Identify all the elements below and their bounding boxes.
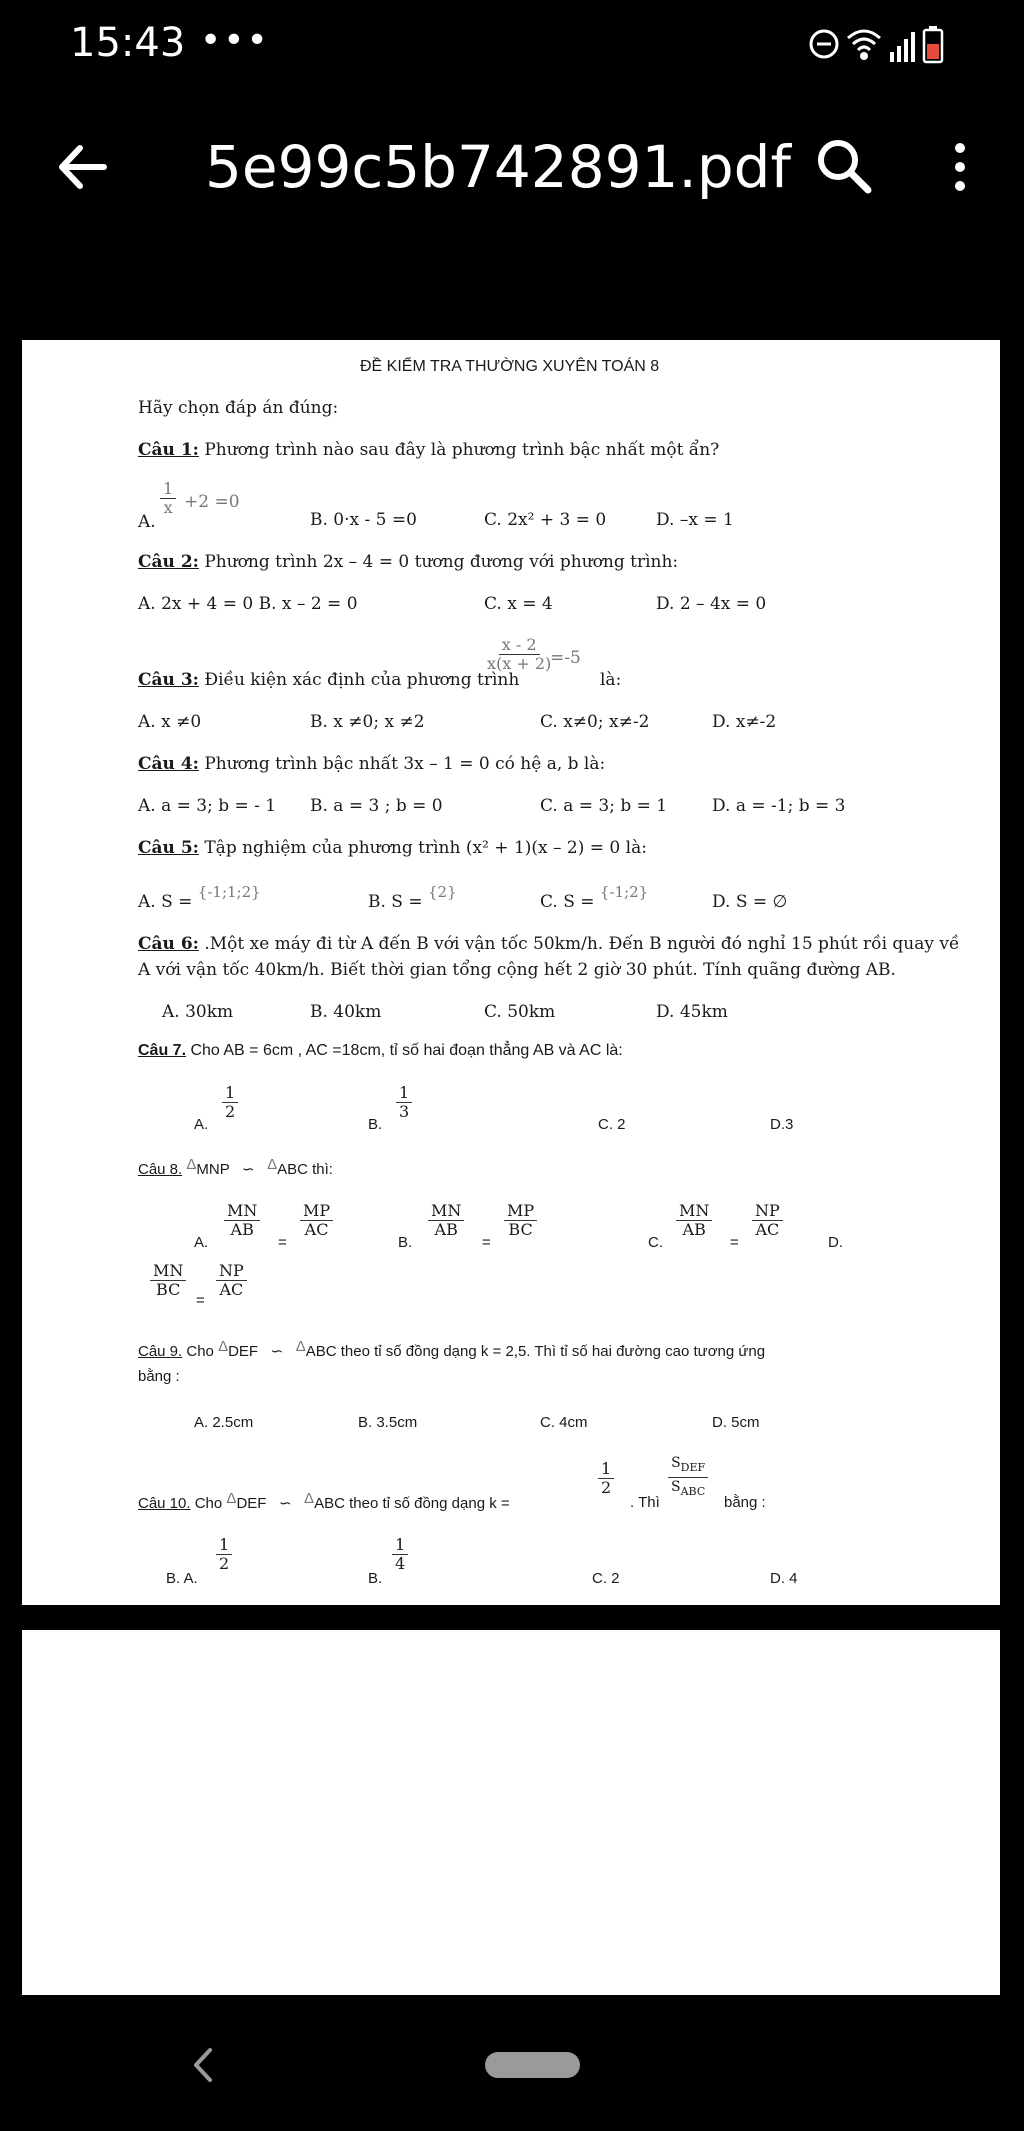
question-label: Câu 5: [138, 838, 199, 858]
question-6 [138, 934, 959, 954]
question-8: Câu 8. ΔMNP ∽ ΔABC thì: [138, 1156, 333, 1178]
q4-option-d[interactable]: D. a = -1; b = 3 [712, 796, 846, 816]
q3-equation-fraction: x - 2 x(x + 2) [487, 635, 552, 673]
q2-option-ab[interactable]: A. 2x + 4 = 0 B. x – 2 = 0 [138, 594, 358, 614]
question-label: Câu 10. [138, 1495, 191, 1512]
q10-option-b-label[interactable]: B. [368, 1570, 383, 1587]
q7-option-a-label[interactable]: A. [194, 1116, 209, 1133]
nav-back-icon[interactable] [188, 2040, 218, 2090]
q10-option-a-fraction: 1 2 [216, 1536, 232, 1573]
q8-option-c-label[interactable]: C. [648, 1234, 663, 1251]
q5-set-b: {2} [428, 883, 457, 901]
q1-option-d[interactable]: D. –x = 1 [656, 510, 734, 530]
navigation-bar [0, 2000, 1024, 2131]
battery-icon [924, 26, 942, 62]
equals-sign: = [730, 1234, 739, 1251]
q3-option-d[interactable]: D. x≠-2 [712, 712, 777, 732]
question-text: Tập nghiệm của phương trình (x² + 1)(x – 2) = 0 là: [198, 838, 647, 858]
q2-option-c[interactable]: C. x = 4 [484, 594, 553, 614]
q3-tail: là: [600, 670, 622, 690]
q8-c-left-fraction: MN AB [676, 1202, 712, 1239]
q4-option-c[interactable]: C. a = 3; b = 1 [540, 796, 668, 816]
question-1 [138, 440, 719, 460]
signal-icon [890, 32, 915, 62]
q8-option-b-label[interactable]: B. [398, 1234, 413, 1251]
equals-sign: = [196, 1292, 205, 1309]
q10-option-d[interactable]: D. 4 [770, 1570, 798, 1587]
triangle-icon: Δ [218, 1338, 229, 1355]
q8-c-right-fraction: NP AC [752, 1202, 783, 1239]
question-label: Câu 1: [138, 440, 199, 460]
status-icons [808, 22, 968, 66]
question-6-line-2: A với vận tốc 40km/h. Biết thời gian tổng cộng hết 2 giờ 30 phút. Tính quãng đường AB. [138, 960, 896, 980]
question-text: Phương trình nào sau đây là phương trình bậc nhất một ẩn? [198, 440, 720, 460]
q5-option-a[interactable]: A. S = {-1;1;2} [138, 883, 261, 912]
question-label: Câu 8. [138, 1161, 183, 1178]
notification-dots-icon: ••• [200, 20, 270, 61]
search-icon[interactable] [810, 132, 880, 202]
q5-option-c[interactable]: C. S = {-1;2} [540, 883, 649, 912]
q8-a-left-fraction: MN AB [224, 1202, 260, 1239]
q1-option-c[interactable]: C. 2x² + 3 = 0 [484, 510, 607, 530]
question-label: Câu 3: [138, 670, 199, 690]
q10-option-c[interactable]: C. 2 [592, 1570, 620, 1587]
q8-a-right-fraction: MP AC [300, 1202, 333, 1239]
q7-option-d[interactable]: D.3 [770, 1116, 794, 1133]
q6-option-d[interactable]: D. 45km [656, 1002, 728, 1022]
question-text: Điều kiện xác định của phương trình [198, 670, 520, 690]
q6-option-c[interactable]: C. 50km [484, 1002, 556, 1022]
q5-set-c: {-1;2} [599, 883, 649, 901]
do-not-disturb-icon [811, 31, 837, 57]
q5-option-b[interactable]: B. S = {2} [368, 883, 457, 912]
q1-option-b[interactable]: B. 0·x - 5 =0 [310, 510, 417, 530]
q3-option-b[interactable]: B. x ≠0; x ≠2 [310, 712, 425, 732]
q10-bang: bằng : [724, 1494, 766, 1511]
question-9: Câu 9. Cho ΔDEF ∽ ΔABC theo tỉ số đồng dạng k = 2,5. Thì tỉ số hai đường cao tương ứng [138, 1338, 766, 1360]
q1-option-a-label[interactable]: A. [138, 512, 156, 532]
pdf-page-1 [22, 340, 1000, 1605]
q10-area-ratio-fraction: $S_{DEF}$ $S_{ABC}$ [668, 1454, 708, 1501]
similar-icon: ∽ [241, 1161, 255, 1178]
question-text: Cho AB = 6cm , AC =18cm, tỉ số hai đoạn thẳng AB và AC là: [186, 1042, 623, 1059]
q7-option-c[interactable]: C. 2 [598, 1116, 626, 1133]
q2-option-d[interactable]: D. 2 – 4x = 0 [656, 594, 767, 614]
q5-option-d[interactable]: D. S = ∅ [712, 892, 788, 912]
q3-equation-rhs: =-5 [550, 648, 581, 668]
q3-option-c[interactable]: C. x≠0; x≠-2 [540, 712, 650, 732]
similar-icon: ∽ [278, 1495, 292, 1512]
q9-option-a[interactable]: A. 2.5cm [194, 1414, 254, 1431]
q7-option-b-fraction: 1 3 [396, 1084, 412, 1121]
status-bar [0, 0, 1024, 92]
q10-option-a-label[interactable]: B. A. [166, 1570, 198, 1587]
question-10: Câu 10. Cho ΔDEF ∽ ΔABC theo tỉ số đồng dạng k = [138, 1490, 510, 1512]
triangle-icon: Δ [304, 1490, 315, 1507]
exam-intro: Hãy chọn đáp án đúng: [138, 398, 339, 418]
question-text: Phương trình 2x – 4 = 0 tương đương với phương trình: [198, 552, 679, 572]
question-label: Câu 9. [138, 1343, 183, 1360]
question-3 [138, 670, 519, 690]
triangle-icon: Δ [295, 1338, 306, 1355]
q8-b-left-fraction: MN AB [428, 1202, 464, 1239]
triangle-icon: Δ [267, 1156, 278, 1173]
question-label: Câu 6: [138, 934, 199, 954]
q8-d-left-fraction: MN BC [150, 1262, 186, 1299]
exam-heading: ĐỀ KIỂM TRA THƯỜNG XUYÊN TOÁN 8 [360, 358, 660, 375]
triangle-icon: Δ [186, 1156, 197, 1173]
equals-sign: = [278, 1234, 287, 1251]
question-text: Phương trình bậc nhất 3x – 1 = 0 có hệ a, b là: [198, 754, 606, 774]
wifi-icon [848, 31, 880, 59]
more-options-icon[interactable] [940, 132, 980, 202]
q8-b-right-fraction: MP BC [504, 1202, 537, 1239]
back-arrow-icon[interactable] [48, 132, 118, 202]
similar-icon: ∽ [270, 1343, 284, 1360]
q9-option-d[interactable]: D. 5cm [712, 1414, 760, 1431]
q8-option-a-label[interactable]: A. [194, 1234, 209, 1251]
q10-k-fraction: 1 2 [598, 1460, 614, 1497]
q7-option-a-fraction: 1 2 [222, 1084, 238, 1121]
q3-option-a[interactable]: A. x ≠0 [138, 712, 202, 732]
app-bar [0, 92, 1024, 242]
status-time: 15:43 [70, 20, 186, 66]
q1-option-a-rest: +2 =0 [184, 492, 240, 512]
q9-option-b[interactable]: B. 3.5cm [358, 1414, 418, 1431]
question-7 [138, 1042, 623, 1060]
q7-option-b-label[interactable]: B. [368, 1116, 383, 1133]
q10-option-b-fraction: 1 4 [392, 1536, 408, 1573]
q1-option-a-fraction: 1 x [160, 480, 176, 517]
document-title: 5e99c5b742891.pdf [205, 133, 791, 201]
q8-option-d-label[interactable]: D. [828, 1234, 843, 1251]
triangle-icon: Δ [226, 1490, 237, 1507]
question-2 [138, 552, 678, 572]
q6-option-b[interactable]: B. 40km [310, 1002, 382, 1022]
q4-option-a[interactable]: A. a = 3; b = - 1 [138, 796, 277, 816]
question-4 [138, 754, 605, 774]
q6-option-a[interactable]: A. 30km [162, 1002, 234, 1022]
q9-option-c[interactable]: C. 4cm [540, 1414, 588, 1431]
q4-option-b[interactable]: B. a = 3 ; b = 0 [310, 796, 443, 816]
question-9-line-2: bằng : [138, 1368, 180, 1385]
question-label: Câu 2: [138, 552, 199, 572]
question-5 [138, 838, 647, 858]
pdf-page-2 [22, 1630, 1000, 1995]
nav-home-pill[interactable] [485, 2052, 580, 2078]
question-text: .Một xe máy đi từ A đến B với vận tốc 50km/h. Đến B người đó nghỉ 15 phút rồi quay về [198, 934, 960, 954]
q8-d-right-fraction: NP AC [216, 1262, 247, 1299]
q10-thi: . Thì [630, 1494, 660, 1511]
equals-sign: = [482, 1234, 491, 1251]
question-label: Câu 4: [138, 754, 199, 774]
question-label: Câu 7. [138, 1042, 187, 1059]
q5-set-a: {-1;1;2} [197, 883, 261, 901]
